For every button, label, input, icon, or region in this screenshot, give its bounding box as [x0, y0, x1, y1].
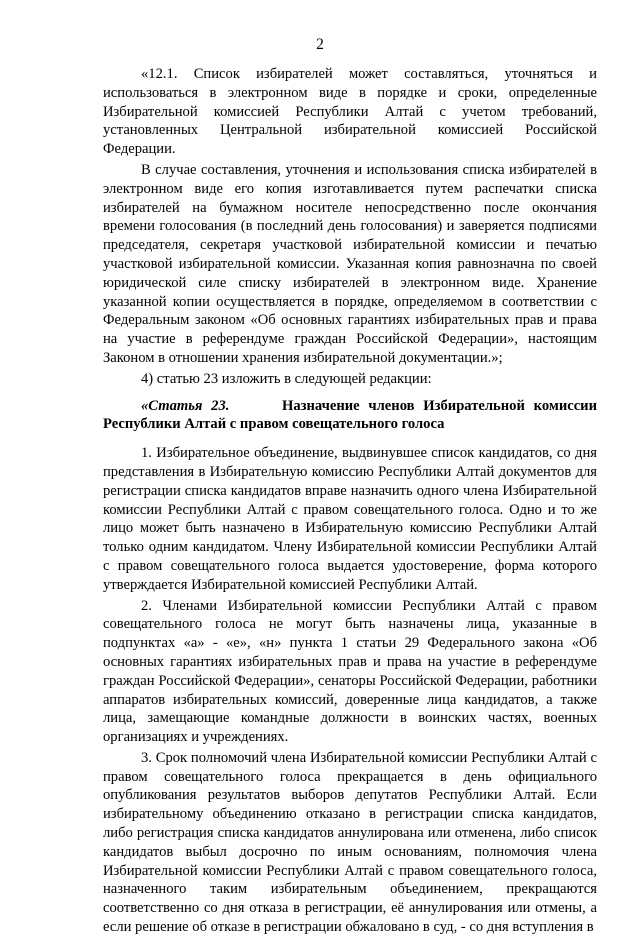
paragraph-12-1: «12.1. Список избирателей может составляться, уточняться и использоваться в электронном виде в порядке и сроки, определенные Избирательной комиссией Республики Алтай с учетом требований, установленных Центральной избирательной комиссией Российской Федерации. — [103, 66, 597, 158]
article-paragraph-2: 2. Членами Избирательной комиссии Республики Алтай с правом совещательного голоса не могут быть назначены лица, указанные в подпунктах «а» - «е», «н» пункта 1 статьи 29 Федерального закона «Об основных гарантиях избирательных прав и права на участие в референдуме граждан Российской Федерации», сенаторы Российской Федерации, работники аппаратов избирательных комиссий, доверенные лица кандидатов, а также лица, замещающие командные должности в воинских частях, военных организациях и учреждениях. — [103, 597, 597, 746]
article-label: «Статья 23. — [141, 397, 230, 414]
paragraph-amendment-23: 4) статью 23 изложить в следующей редакции: — [141, 370, 432, 387]
document-body — [103, 65, 597, 937]
article-heading — [103, 397, 597, 435]
article-paragraph-1: 1. Избирательное объединение, выдвинувшее список кандидатов, со дня представления в Избирательную комиссию Республики Алтай документов для регистрации списка кандидатов вправе назначить одного члена Избирательной комиссии Республики Алтай с правом совещательного голоса. Одно и то же лицо может быть назначено в Избирательную комиссию Республики Алтай только одним кандидатом. Члену Избирательной комиссии Республики Алтай с правом совещательного голоса выдается удостоверение, форма которого утверждается Избирательной комиссией Республики Алтай. — [103, 445, 597, 593]
article-title: Назначение членов Избирательной комиссии Республики Алтай с правом совещательного голоса — [103, 397, 598, 433]
page-number: 2 — [316, 36, 324, 53]
paragraph-electronic-copy: В случае составления, уточнения и использования списка избирателей в электронном виде его копия изготавливается путем распечатки списка избирателей на бумажном носителе непосредственно после окончания времени голосования (в последний день голосования) и заверяется подписями председателя, секретаря участковой избирательной комиссии и печатью участковой избирательной комиссии. Указанная копия равнозначна по своей юридической силе списку избирателей в электронном виде. Хранение указанной копии осуществляется в порядке, определяемом в соответствии с Федеральным законом «Об основных гарантиях избирательных прав и права на участие в референдуме граждан Российской Федерации», настоящим Законом в отношении хранения избирательной документации.»; — [103, 161, 597, 366]
article-paragraph-3: 3. Срок полномочий члена Избирательной комиссии Республики Алтай с правом совещательного голоса прекращается в день официального опубликования результатов выборов депутатов Республики Алтай. Если избирательному объединению отказано в регистрации списка кандидатов, либо регистрация списка кандидатов аннулирована или отменена, либо список кандидатов выбыл досрочно по иным основаниям, полномочия члена Избирательной комиссии Республики Алтай с правом совещательного голоса, назначенного таким избирательным объединением, прекращаются соответственно со дня отказа в регистрации, её аннулирования или отмены, а если решение об отказе в регистрации обжаловано в суд, - со дня вступления в — [103, 749, 597, 936]
